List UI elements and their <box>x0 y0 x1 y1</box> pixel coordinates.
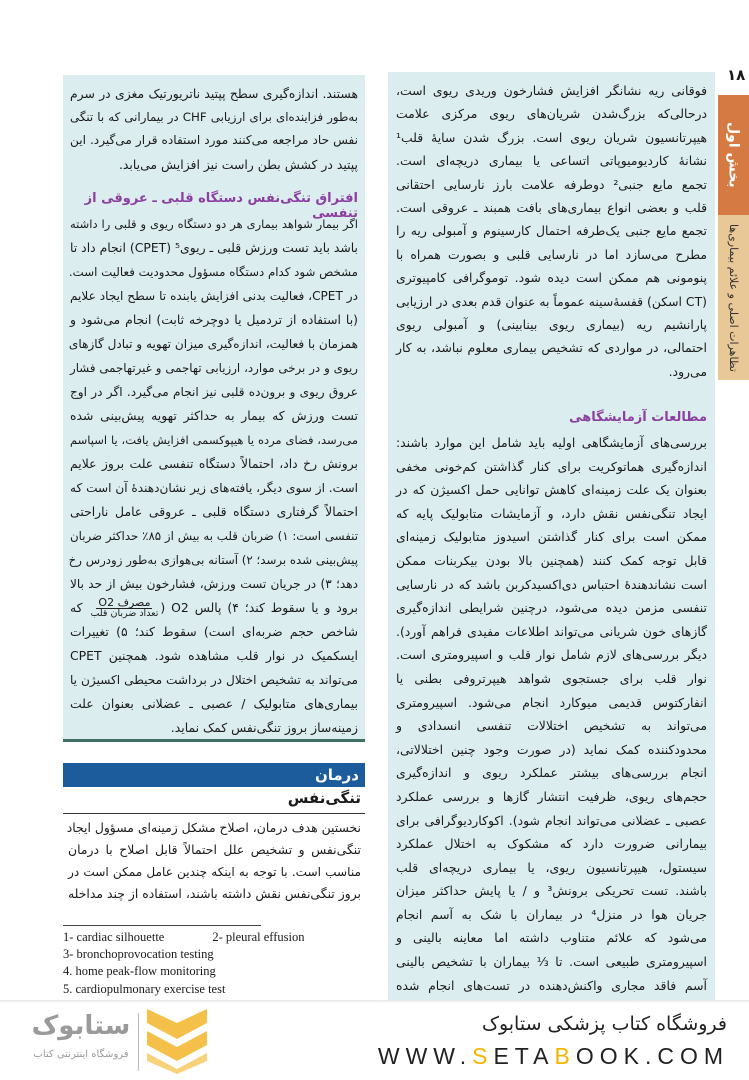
store-url[interactable] <box>378 1043 729 1070</box>
text-line: قلب و بعضی انواع بیماری‌های بافت همبند ـ عروقی است. <box>396 200 707 216</box>
url-part-highlight: S <box>472 1043 494 1069</box>
text-line: دیگر بررسی‌های لازم شامل نوار قلب و اسپیرومتری است. <box>396 647 707 663</box>
text-line: محدودکننده کمک نماید (در صورت وجود چنین اختلالاتی، <box>396 741 707 757</box>
differentiation-lines-a <box>70 212 358 596</box>
text-line: می‌تواند به تشخیص اختلال در برداشت محیطی اکسیژن یا <box>70 673 358 687</box>
text-line: جریان هوا در منزل⁴ در بیماران با شک به آسم انجام <box>396 906 708 922</box>
text-line: ایجاد تنگی‌نفس نقش دارد، و آزمایشات متابولیک پایه که <box>396 505 707 521</box>
text-line: آسم فاقد مجاری واکنش‌دهنده در تست‌های انجام شده <box>396 977 707 993</box>
text-line: پنومونی هم ممکن است دیده شود. توموگرافی کامپیوتری <box>396 270 707 286</box>
text-line: تنگی‌نفس و تشخیص علل احتمالاً قابل اصلاح با درمان <box>68 842 361 857</box>
text-line: انجام بررسی‌های بیشتر عملکرد ریوی و اندازه‌گیری <box>396 765 707 781</box>
text-line: می‌شود که علائم متناوب داشته اما معاینه بالینی و <box>396 930 707 946</box>
setabook-chevron-logo-icon <box>147 1009 207 1074</box>
page-number: ۱۸ <box>727 66 746 84</box>
text-line: می‌رسد، فضای مرده یا هیپوکسمی افزایش یافت، یا اسپاسم <box>70 433 358 447</box>
text-line: اسپیرومتری طبیعی است. تا ⅓ بیماران با تشخیص بالینی <box>396 954 707 970</box>
text-line-fraction <box>70 596 358 620</box>
text-line: بیماری‌های متابولیک / عصبی ـ عضلانی بعنوان علت <box>70 696 358 711</box>
footnote-divider <box>63 925 261 926</box>
o2-pulse-fraction <box>90 598 158 619</box>
text-line: می‌رود. <box>668 363 707 379</box>
footnote-1: 1- cardiac silhouette <box>63 930 165 944</box>
text-line: دهد؛ ۳) در جریان تست ورزش، فشارخون بیش از حد بالا <box>70 577 358 591</box>
text-line: احتمالی، در مواردی که تشخیص بیماری معلوم نباشد، به کار <box>396 340 707 356</box>
right-paragraph-1 <box>396 79 707 383</box>
text-line: گازهای خون شریانی می‌تواند اطلاعات مفیدی فراهم آورد). <box>396 623 707 639</box>
lab-studies-paragraph <box>396 431 707 997</box>
treatment-section-header: درمان <box>63 763 365 787</box>
text-line: احتمالاً گرفتاری دستگاه قلبی ـ عروقی عامل ناراحتی <box>70 504 358 519</box>
text-line: شاخص حجم ضربه‌ای است) سقوط کند؛ ۵) تغییرات <box>70 624 358 639</box>
footnote-4: 4. home peak-flow monitoring <box>63 964 216 979</box>
store-name: فروشگاه کتاب پزشکی ستابوک <box>481 1013 727 1035</box>
differentiation-heading: افتراق تنگی‌نفس دستگاه قلبی ـ عروقی از تنفسی <box>84 191 358 221</box>
subheading-divider <box>63 813 365 814</box>
text-line: است. از سوی دیگر، یافته‌های زیر نشان‌دهندهٔ آن است که <box>70 481 358 495</box>
text-line: پیش‌بینی شده برسد؛ ۲) آستانه بی‌هوازی به‌طور زودرس رخ <box>68 553 358 567</box>
text-line: (CT اسکن) قفسهٔ‌سینه عموماً به عنوان قدم بعدی در ارزیابی <box>395 293 707 309</box>
text-line: تنفسی مزمن دیده می‌شود، درچنین شرایطی اندازه‌گیری <box>396 600 707 616</box>
text-line: قابل توجه کمک کنند (همچنین بالا بودن بیکربنات ممکن <box>396 552 707 568</box>
text-line: عصبی ـ عضلانی می‌تواند انجام شود). اکوکاردیوگرافی برای <box>396 812 707 828</box>
text-line: پارانشیم ریه (بیماری ریوی بینابینی) و آمبولی ریوی <box>396 317 707 333</box>
watermark-footer <box>0 1003 749 1080</box>
dyspnea-subheading: تنگی‌نفس <box>287 789 361 807</box>
text-line: همزمان با فعالیت، اندازه‌گیری میزان تهویه و تبادل گازهای <box>68 337 358 351</box>
footnotes <box>63 929 304 998</box>
chapter-tab <box>718 215 749 380</box>
text-line: ایسکمیک در نوار قلب مشاهده شود. همچنین CPET <box>70 648 358 663</box>
text-line: نوار قلب برای جستجوی شواهد هیپرتروفی بطنی یا <box>396 670 707 686</box>
left-paragraph-1 <box>70 82 358 176</box>
text-line: ممکن است برای کنار گذاشتن اسیدوز متابولیک زمینه‌ای <box>396 529 707 545</box>
text-line: تنفسی است: ۱) ضربان قلب به بیش از ۸۵٪ حداکثر ضربان <box>70 529 359 543</box>
differentiation-paragraph <box>70 212 358 740</box>
differentiation-lines-b <box>70 620 358 740</box>
text-line: به‌طور فزاینده‌ای برای ارزیابی CHF در بیمارانی که با تنگی <box>70 109 358 124</box>
text-line: هیپرتانسیون شریان ریوی است. بزرگ شدن سایهٔ قلب¹ <box>396 129 707 145</box>
text-line: هستند. اندازه‌گیری سطح پپتید ناتریورتیک مغزی در سرم <box>70 86 358 101</box>
text-line: عروق ریوی و برون‌ده قلبی نیز انجام می‌گیرد. اگر در اوج <box>70 385 358 399</box>
text-line: مشخص شود کدام دستگاه مسؤول محدودیت فعالیت است. <box>68 265 358 279</box>
text-line: نشانهٔ کاردیومیوپاتی اتساعی یا بیماری دریچه‌ای است. <box>396 153 707 169</box>
text-line: برونش رخ داد، احتمالاً دستگاه تنفسی علت بروز علایم <box>70 456 358 471</box>
text-line: اگر بیمار شواهد بیماری هر دو دستگاه ریوی و قلبی را داشته <box>70 217 358 231</box>
chapter-tab-label: تظاهرات اصلی و علائم بیماری‌ها <box>727 223 740 372</box>
text-line: تجمع مایع جنبی یک‌طرفه احتمال کارسینوم و آمبولی ریه را <box>396 223 707 239</box>
fraction-denominator: تعداد ضربان قلب <box>90 608 159 619</box>
setabook-logo-wordmark: ستابوک <box>31 1011 131 1041</box>
fraction-numerator: مصرف O2 <box>98 596 151 609</box>
text-line: تست ورزش که بیمار به حداکثر تهویه پیش‌بینی شده <box>70 408 358 423</box>
text-line: بیمارانی ضرورت دارد که مشکوک به اختلال عملکرد <box>396 836 707 852</box>
text-line: ریوی و در برخی موارد، ارزیابی تهاجمی و غیرتهاجمی فشار <box>70 361 358 375</box>
lab-studies-heading: مطالعات آزمایشگاهی <box>569 410 707 425</box>
text-line: (با استفاده از تردمیل یا دوچرخه ثابت) انجام می‌شود و <box>70 312 358 327</box>
text-line: تجمع مایع جنبی² دوطرفه علامت بارز نارسایی احتقانی <box>396 176 707 192</box>
text-line: زمینه‌ساز بروز تنگی‌نفس کمک نماید. <box>170 720 358 735</box>
text-line: فوقانی ریه نشانگر افزایش فشارخون وریدی ریوی است، <box>396 83 707 98</box>
text-line: بعنوان یک علت زمینه‌ای کاهش توانایی حمل اکسیژن که در <box>396 482 707 498</box>
text-line: سیستول، هیپرتانسیون ریوی، یا بیماری دریچه‌ای قلب <box>396 859 707 875</box>
text-line: باشد باید تست ورزش قلبی ـ ریوی⁵ (CPET) انجام داد تا <box>70 240 358 255</box>
part-tab <box>718 95 749 215</box>
url-part-highlight: B <box>554 1043 576 1069</box>
text-line: درحالی‌که بزرگ‌شدن شریان‌های ریوی مرکزی علامت <box>396 106 707 122</box>
text-line: نخستین هدف درمان، اصلاح مشکل زمینه‌ای مسؤول ایجاد <box>66 820 361 835</box>
text-line: مناسب است. با توجه به اینکه چندین عامل ممکن است در <box>68 865 361 879</box>
setabook-logo-tagline: فروشگاه اینترنتی کتاب <box>33 1049 129 1060</box>
text-line: نفس حاد مراجعه می‌کنند مورد استفاده قرار می‌گیرد. این <box>70 133 358 148</box>
fraction-line-before: برود و یا سقوط کند؛ ۴) پالس O2 ( <box>160 600 358 615</box>
text-line: باشند. تست تحریکی برونش³ و / یا پایش حداکثر میزان <box>396 883 707 899</box>
text-line: است نشاندهندهٔ احتباس دی‌اکسیدکربن باشد که در نارسایی <box>396 576 707 592</box>
footnote-3: 3- bronchoprovocation testing <box>63 947 214 962</box>
text-line: حجم‌های ریوی، ظرفیت انتشار گازها و بررسی عملکرد <box>396 788 707 804</box>
logo-divider <box>138 1013 139 1071</box>
url-part: ETA <box>493 1043 555 1069</box>
text-line: در CPET، فعالیت بدنی افزایش یابنده تا سطح ایجاد علایم <box>70 289 358 303</box>
text-line: انفارکتوس قدیمی میوکارد انجام می‌شود. اسپیرومتری <box>396 694 707 710</box>
text-line: بروز تنگی‌نفس نقش داشته باشند، استفاده از چند مداخله <box>68 886 361 901</box>
part-tab-label: بخش اول <box>725 122 742 188</box>
fraction-line-after: که <box>70 600 83 615</box>
url-part: WWW. <box>377 1043 473 1069</box>
footnote-2: 2- pleural effusion <box>212 930 305 944</box>
text-line: بررسی‌های آزمایشگاهی اولیه باید شامل این موارد باشند: <box>396 435 707 450</box>
text-line: پپتید در کشش بطن راست نیز افزایش می‌یابد. <box>118 156 358 172</box>
url-part: OOK.COM <box>575 1043 729 1069</box>
text-line: اندازه‌گیری هماتوکریت برای کنار گذاشتن کم‌خونی مخفی <box>396 458 707 474</box>
text-line: می‌تواند به تشخیص اختلالات تنفسی انسدادی و <box>396 718 707 734</box>
footnote-5: 5. cardiopulmonary exercise test <box>63 981 226 996</box>
treatment-paragraph <box>68 817 361 905</box>
text-line: مطرح می‌سازد اما در نارسایی قلبی و بصورت همراه با <box>396 246 707 262</box>
